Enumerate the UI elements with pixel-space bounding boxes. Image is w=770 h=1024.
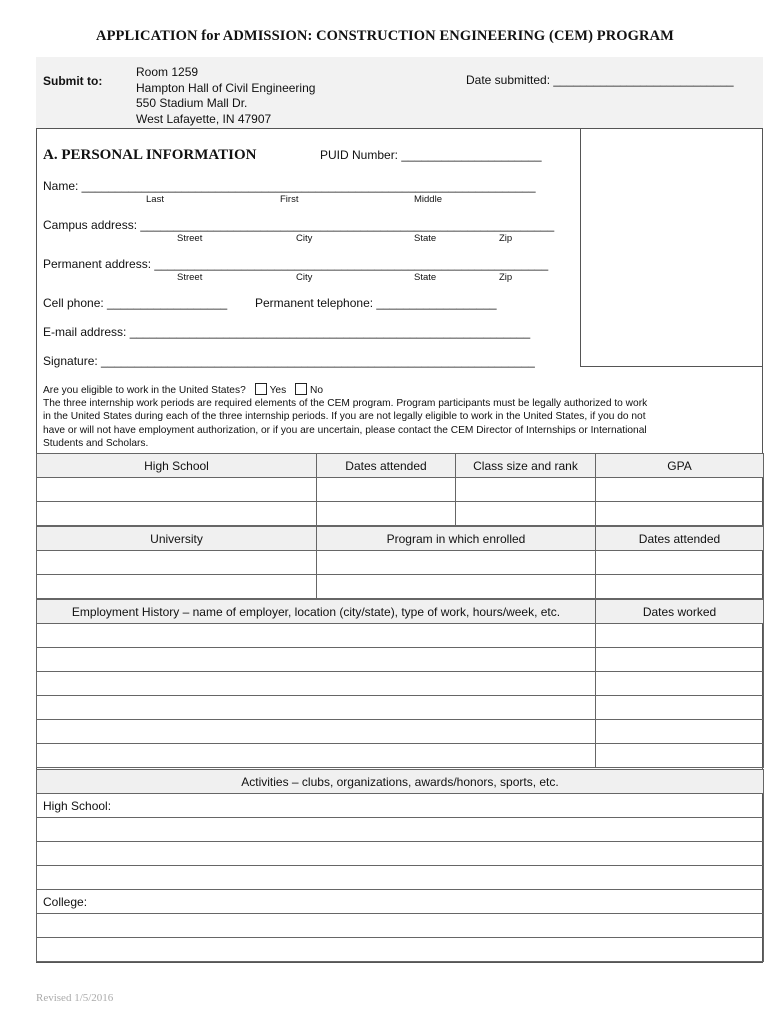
table-cell[interactable]: [37, 720, 596, 744]
activities-high-school-label[interactable]: High School:: [37, 794, 764, 818]
employment-table: [36, 599, 764, 768]
eligibility-block: [43, 383, 743, 450]
campus-sub-city: City: [296, 233, 313, 244]
table-row: [37, 890, 764, 914]
activities-table: [36, 769, 764, 962]
high-school-table: [36, 453, 764, 526]
table-row: [37, 648, 764, 672]
table-cell[interactable]: [37, 818, 764, 842]
perm-sub-city: City: [296, 272, 313, 283]
table-cell[interactable]: [456, 478, 596, 502]
eligibility-text: The three internship work periods are required elements of the CEM program. Program participants must be legally authorized to work: [43, 398, 648, 410]
table-cell[interactable]: [37, 866, 764, 890]
submit-label: Submit to:: [43, 74, 103, 88]
table-cell[interactable]: [317, 575, 596, 599]
form-title: APPLICATION for ADMISSION: CONSTRUCTION ENGINEERING (CEM) PROGRAM: [96, 28, 674, 44]
table-row: [37, 842, 764, 866]
campus-sub-street: Street: [177, 233, 203, 244]
table-cell[interactable]: [317, 502, 456, 526]
table-cell[interactable]: [456, 502, 596, 526]
table-cell[interactable]: [317, 478, 456, 502]
permanent-address-field[interactable]: Permanent address: ___________________________________________________________: [43, 257, 549, 271]
table-cell[interactable]: [596, 672, 764, 696]
address-line: Room 1259: [136, 65, 199, 79]
table-cell[interactable]: [596, 551, 764, 575]
eligibility-question: Are you eligible to work in the United States?: [43, 385, 246, 396]
no-checkbox[interactable]: [295, 383, 307, 395]
table-row: [37, 624, 764, 648]
table-cell[interactable]: [596, 696, 764, 720]
eligibility-text: in the United States during each of the three internship periods. If you are not legally eligible to work in the United States, if you do not: [43, 411, 646, 423]
address-line: West Lafayette, IN 47907: [136, 111, 272, 126]
table-cell[interactable]: [317, 551, 596, 575]
table-cell[interactable]: [37, 624, 596, 648]
yes-label: Yes: [269, 385, 287, 396]
table-header-row: [37, 600, 764, 624]
table-cell[interactable]: [37, 938, 764, 962]
university-table: [36, 526, 764, 599]
table-cell[interactable]: [596, 478, 764, 502]
table-cell[interactable]: [37, 648, 596, 672]
eligibility-text: have or will not have employment authorization, or if you are uncertain, please contact the CEM Director of Internships or International: [43, 424, 647, 436]
col-header: Program in which enrolled: [317, 527, 596, 551]
email-field[interactable]: E-mail address: ____________________________________________________________: [43, 325, 531, 339]
table-cell[interactable]: [37, 575, 317, 599]
submit-address: [136, 65, 315, 127]
cell-phone-field[interactable]: Cell phone: __________________: [43, 296, 228, 310]
table-cell[interactable]: [37, 914, 764, 938]
table-row: [37, 914, 764, 938]
perm-sub-street: Street: [177, 272, 203, 283]
table-cell[interactable]: [596, 624, 764, 648]
table-cell[interactable]: [596, 720, 764, 744]
address-line: Hampton Hall of Civil Engineering: [136, 80, 316, 95]
col-header: University: [37, 527, 317, 551]
table-row: [37, 794, 764, 818]
table-header-row: [37, 527, 764, 551]
table-header-row: [37, 770, 764, 794]
eligibility-text: Students and Scholars.: [43, 437, 149, 449]
perm-sub-zip: Zip: [499, 272, 513, 283]
name-field[interactable]: Name: ____________________________________________________________________: [43, 179, 536, 193]
col-header: Dates attended: [596, 527, 764, 551]
permanent-telephone-field[interactable]: Permanent telephone: __________________: [255, 296, 497, 310]
name-sub-first: First: [280, 194, 299, 205]
table-cell[interactable]: [596, 648, 764, 672]
col-header: Dates attended: [317, 454, 456, 478]
table-cell[interactable]: [596, 744, 764, 768]
campus-address-field[interactable]: Campus address: ______________________________________________________________: [43, 218, 555, 232]
date-submitted-field[interactable]: Date submitted: ___________________________: [466, 73, 734, 87]
campus-sub-state: State: [414, 233, 437, 244]
no-label: No: [310, 385, 324, 396]
submit-box: [36, 57, 763, 129]
table-cell[interactable]: [37, 696, 596, 720]
table-row: [37, 696, 764, 720]
table-row: [37, 551, 764, 575]
table-row: [37, 575, 764, 599]
eligibility-question-row: [43, 383, 743, 397]
name-sub-middle: Middle: [414, 194, 442, 205]
puid-field[interactable]: PUID Number: _____________________: [320, 148, 542, 162]
photo-box: [580, 129, 763, 367]
col-header: Employment History – name of employer, location (city/state), type of work, hours/week, etc.: [37, 600, 596, 624]
name-sub-last: Last: [146, 194, 164, 205]
table-row: [37, 938, 764, 962]
table-row: [37, 720, 764, 744]
table-row: [37, 478, 764, 502]
table-cell[interactable]: [37, 478, 317, 502]
table-header-row: [37, 454, 764, 478]
col-header: GPA: [596, 454, 764, 478]
table-cell[interactable]: [37, 744, 596, 768]
table-cell[interactable]: [37, 551, 317, 575]
perm-sub-state: State: [414, 272, 437, 283]
revised-date: Revised 1/5/2016: [36, 992, 114, 1004]
table-row: [37, 818, 764, 842]
table-cell[interactable]: [37, 842, 764, 866]
activities-college-label[interactable]: College:: [37, 890, 764, 914]
table-cell[interactable]: [37, 502, 317, 526]
col-header: High School: [37, 454, 317, 478]
campus-sub-zip: Zip: [499, 233, 513, 244]
table-row: [37, 866, 764, 890]
table-row: [37, 744, 764, 768]
table-cell[interactable]: [596, 575, 764, 599]
yes-checkbox[interactable]: [255, 383, 267, 395]
table-row: [37, 672, 764, 696]
table-cell[interactable]: [37, 672, 596, 696]
table-row: [37, 502, 764, 526]
table-cell[interactable]: [596, 502, 764, 526]
col-header: Class size and rank: [456, 454, 596, 478]
signature-field[interactable]: Signature: _________________________________________________________________: [43, 354, 535, 368]
col-header: Dates worked: [596, 600, 764, 624]
address-line: 550 Stadium Mall Dr.: [136, 96, 248, 110]
section-heading: A. PERSONAL INFORMATION: [43, 147, 257, 163]
col-header: Activities – clubs, organizations, awards/honors, sports, etc.: [37, 770, 764, 794]
